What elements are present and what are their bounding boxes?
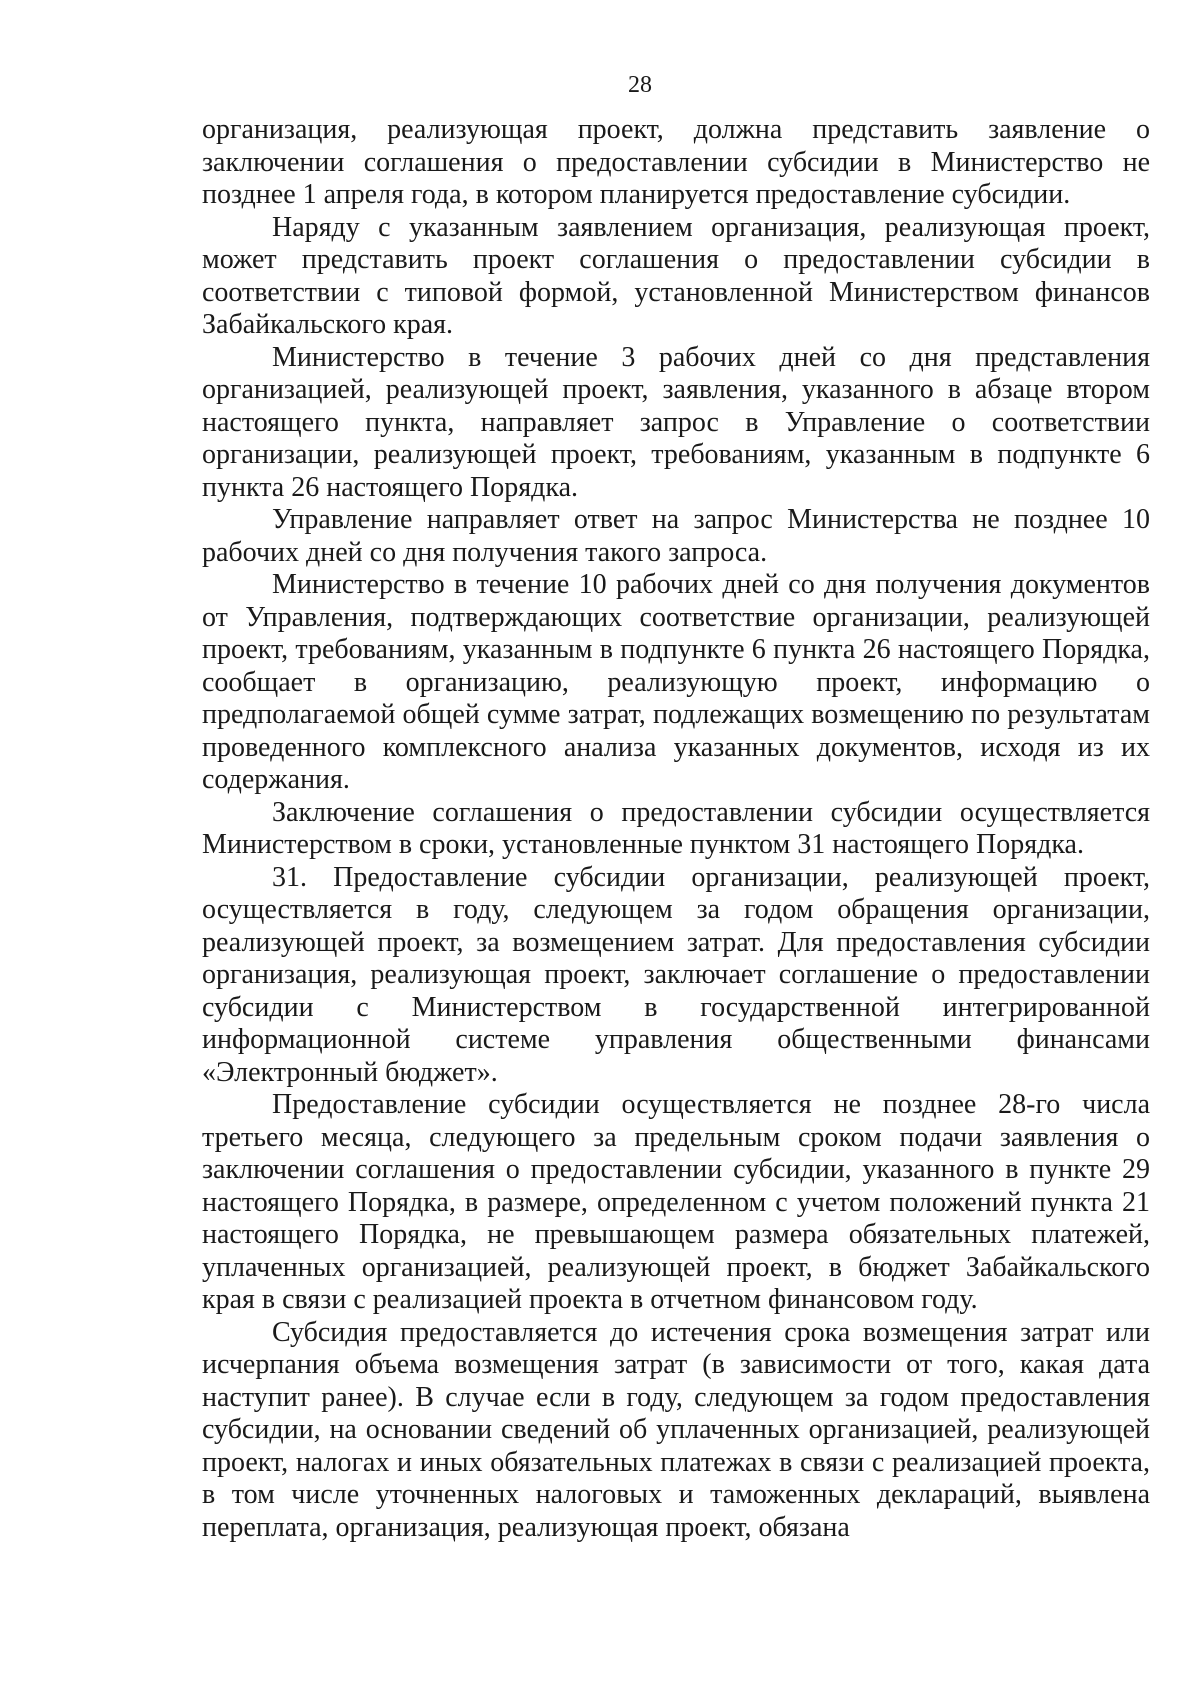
paragraph-draft-agreement: Наряду с указанным заявлением организация, реализующая проект, может представить проект соглашения о предоставлении субсидии в соответствии с типовой формой, установленной Министерством финансов Забайкальского края. [202,211,1150,340]
paragraph-continuation: организация, реализующая проект, должна представить заявление о заключении соглашения о предоставлении субсидии в Министерство не позднее 1 апреля года, в котором планируется предоставление субсидии. [202,114,1150,210]
page-number: 28 [628,72,652,98]
paragraph-ministry-request: Министерство в течение 3 рабочих дней со дня представления организацией, реализующей проект, заявления, указанного в абзаце втором настоящего пункта, направляет запрос в Управление о соответствии организации, реализующей проект, требованиям, указанным в подпункте 6 пункта 26 настоящего Порядка. [202,341,1150,503]
paragraph-agreement-conclusion: Заключение соглашения о предоставлении субсидии осуществляется Министерством в сроки, установленные пунктом 31 настоящего Порядка. [202,796,1150,860]
paragraph-clause-31: 31. Предоставление субсидии организации, реализующей проект, осуществляется в году, следующем за годом обращения организации, реализующей проект, за возмещением затрат. Для предоставления субсидии организация, реализующая проект, заключает соглашение о предоставлении субсидии с Министерством в государственной интегрированной информационной системе управления общественными финансами «Электронный бюджет». [202,861,1150,1088]
document-body [202,114,1150,1544]
paragraph-ministry-notification: Министерство в течение 10 рабочих дней со дня получения документов от Управления, подтверждающих соответствие организации, реализующей проект, требованиям, указанным в подпункте 6 пункта 26 настоящего Порядка, сообщает в организацию, реализующую проект, информацию о предполагаемой общей сумме затрат, подлежащих возмещению по результатам проведенного комплексного анализа указанных документов, исходя из их содержания. [202,569,1150,795]
paragraph-subsidy-term: Субсидия предоставляется до истечения срока возмещения затрат или исчерпания объема возмещения затрат (в зависимости от того, какая дата наступит ранее). В случае если в году, следующем за годом предоставления субсидии, на основании сведений об уплаченных организацией, реализующей проект, налогах и иных обязательных платежах в связи с реализацией проекта, в том числе уточненных налоговых и таможенных деклараций, выявлена переплата, организация, реализующая проект, обязана [202,1316,1150,1543]
paragraph-directorate-response: Управление направляет ответ на запрос Министерства не позднее 10 рабочих дней со дня получения такого запроса. [202,504,1150,568]
paragraph-subsidy-deadline: Предоставление субсидии осуществляется не позднее 28-го числа третьего месяца, следующего за предельным сроком подачи заявления о заключении соглашения о предоставлении субсидии, указанного в пункте 29 настоящего Порядка, в размере, определенном с учетом положений пункта 21 настоящего Порядка, не превышающем размера обязательных платежей, уплаченных организацией, реализующей проект, в бюджет Забайкальского края в связи с реализацией проекта в отчетном финансовом году. [202,1089,1150,1315]
